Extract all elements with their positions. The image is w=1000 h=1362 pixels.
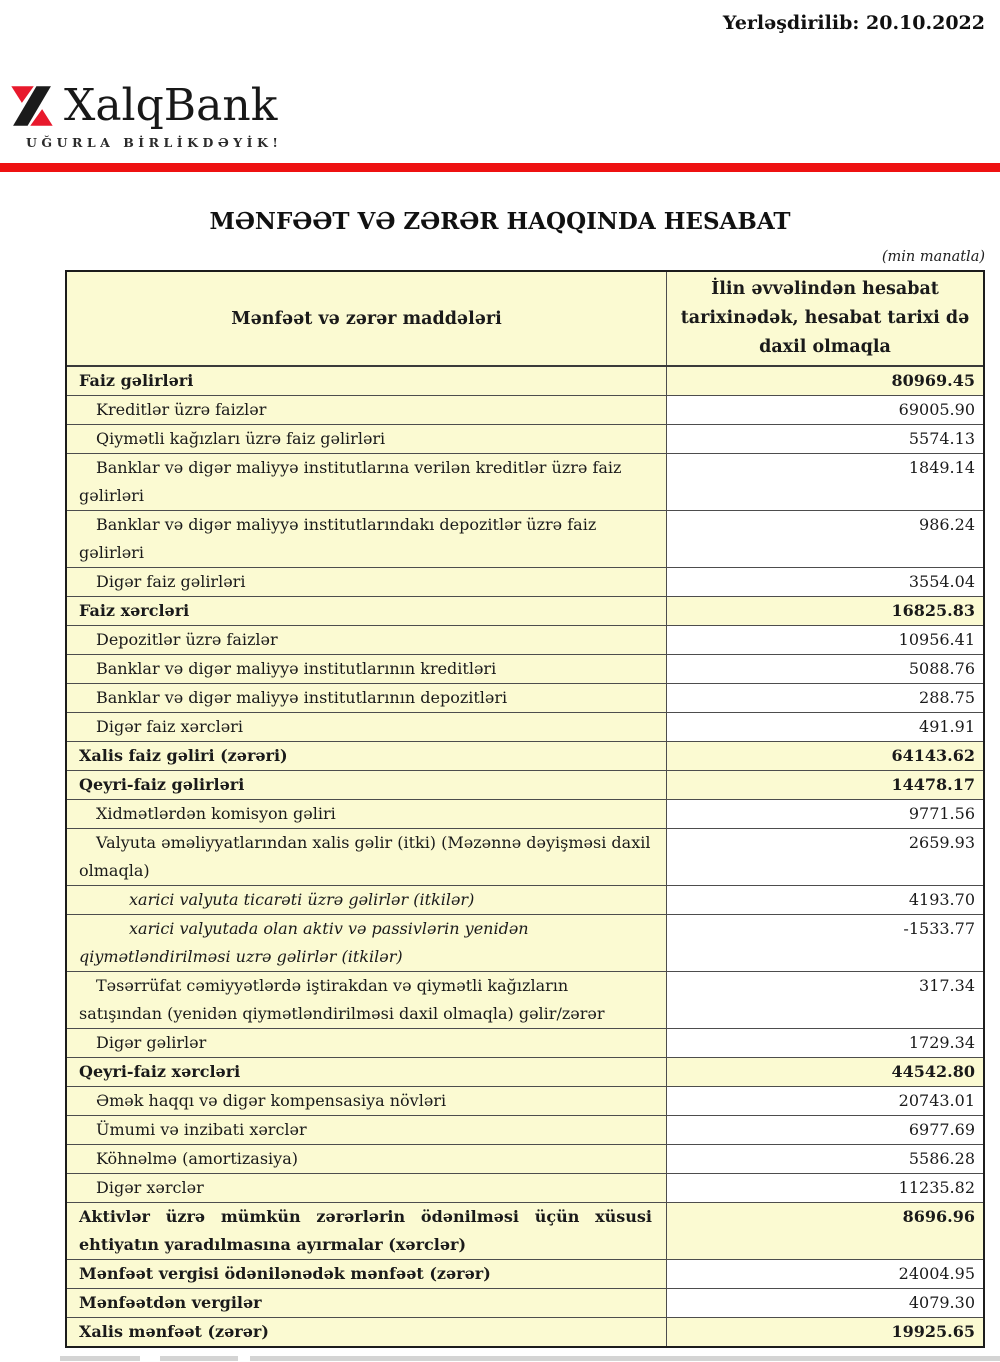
row-label: xarici valyuta ticarəti üzrə gəlirlər (itkilər) xyxy=(67,886,667,914)
table-row xyxy=(67,741,983,770)
row-label: Digər gəlirlər xyxy=(67,1029,667,1057)
row-value: 44542.80 xyxy=(667,1058,983,1086)
table-row xyxy=(67,770,983,799)
row-value: 24004.95 xyxy=(667,1260,983,1288)
bank-name: XalqBank xyxy=(64,80,278,131)
row-value: 11235.82 xyxy=(667,1174,983,1202)
table-row xyxy=(67,453,983,510)
report-table-body xyxy=(67,367,983,1346)
row-label: Aktivlər üzrə mümkün zərərlərin ödənilməsi üçün xüsusi ehtiyatın yaradılmasına ayırmalar (xərclər) xyxy=(67,1203,667,1259)
row-value: 80969.45 xyxy=(667,367,983,395)
row-label: Faiz xərcləri xyxy=(67,597,667,625)
table-row xyxy=(67,1115,983,1144)
row-label: Mənfəətdən vergilər xyxy=(67,1289,667,1317)
row-value: 2659.93 xyxy=(667,829,983,885)
unit-note: (min manatla) xyxy=(881,249,985,265)
xalqbank-logo-icon xyxy=(10,84,54,128)
bank-tagline: UĞURLA BİRLİKDƏYİK! xyxy=(26,135,283,150)
footer-fragment xyxy=(250,1356,1000,1361)
page-title: MƏNFƏƏT VƏ ZƏRƏR HAQQINDA HESABAT xyxy=(209,208,791,235)
bank-logo xyxy=(10,80,283,150)
table-row xyxy=(67,828,983,885)
row-value: 1849.14 xyxy=(667,454,983,510)
table-row xyxy=(67,395,983,424)
red-divider xyxy=(0,163,1000,172)
table-row xyxy=(67,625,983,654)
row-value: 4193.70 xyxy=(667,886,983,914)
row-value: 8696.96 xyxy=(667,1203,983,1259)
row-label: xarici valyutada olan aktiv və passivlərin yenidən qiymətləndirilməsi uzrə gəlirlər (itkilər) xyxy=(67,915,667,971)
row-label: Xalis faiz gəliri (zərəri) xyxy=(67,742,667,770)
table-row xyxy=(67,1086,983,1115)
row-label: Köhnəlmə (amortizasiya) xyxy=(67,1145,667,1173)
table-header-items: Mənfəət və zərər maddələri xyxy=(67,272,667,365)
table-row xyxy=(67,567,983,596)
row-label: Xidmətlərdən komisyon gəliri xyxy=(67,800,667,828)
row-value: 491.91 xyxy=(667,713,983,741)
table-row xyxy=(67,885,983,914)
row-value: 14478.17 xyxy=(667,771,983,799)
row-value: 10956.41 xyxy=(667,626,983,654)
table-row xyxy=(67,596,983,625)
table-row xyxy=(67,712,983,741)
table-row xyxy=(67,799,983,828)
row-value: 5574.13 xyxy=(667,425,983,453)
row-label: Qeyri-faiz xərcləri xyxy=(67,1058,667,1086)
row-value: 288.75 xyxy=(667,684,983,712)
table-row xyxy=(67,971,983,1028)
row-label: Digər faiz gəlirləri xyxy=(67,568,667,596)
table-header-row xyxy=(67,272,983,367)
footer-fragment xyxy=(60,1356,140,1361)
row-value: -1533.77 xyxy=(667,915,983,971)
posted-date: Yerləşdirilib: 20.10.2022 xyxy=(722,12,985,34)
row-label: Banklar və digər maliyyə institutlarına verilən kreditlər üzrə faiz gəlirləri xyxy=(67,454,667,510)
row-value: 19925.65 xyxy=(667,1318,983,1346)
table-row xyxy=(67,1028,983,1057)
row-label: Digər xərclər xyxy=(67,1174,667,1202)
row-value: 5088.76 xyxy=(667,655,983,683)
table-row xyxy=(67,1144,983,1173)
table-row xyxy=(67,683,983,712)
row-value: 69005.90 xyxy=(667,396,983,424)
profit-loss-table xyxy=(65,270,985,1348)
table-row xyxy=(67,914,983,971)
row-value: 16825.83 xyxy=(667,597,983,625)
table-row xyxy=(67,1259,983,1288)
row-label: Qeyri-faiz gəlirləri xyxy=(67,771,667,799)
row-value: 9771.56 xyxy=(667,800,983,828)
table-row xyxy=(67,424,983,453)
row-label: Mənfəət vergisi ödənilənədək mənfəət (zərər) xyxy=(67,1260,667,1288)
footer-fragment xyxy=(160,1356,238,1361)
row-value: 4079.30 xyxy=(667,1289,983,1317)
row-label: Banklar və digər maliyyə institutlarındakı depozitlər üzrə faiz gəlirləri xyxy=(67,511,667,567)
table-row xyxy=(67,1202,983,1259)
row-label: Valyuta əməliyyatlarından xalis gəlir (itki) (Məzənnə dəyişməsi daxil olmaqla) xyxy=(67,829,667,885)
row-value: 986.24 xyxy=(667,511,983,567)
row-label: Kreditlər üzrə faizlər xyxy=(67,396,667,424)
row-value: 20743.01 xyxy=(667,1087,983,1115)
row-label: Banklar və digər maliyyə institutlarının depozitləri xyxy=(67,684,667,712)
row-value: 3554.04 xyxy=(667,568,983,596)
row-label: Digər faiz xərcləri xyxy=(67,713,667,741)
row-value: 5586.28 xyxy=(667,1145,983,1173)
table-row xyxy=(67,1057,983,1086)
row-label: Ümumi və inzibati xərclər xyxy=(67,1116,667,1144)
row-value: 64143.62 xyxy=(667,742,983,770)
row-label: Qiymətli kağızları üzrə faiz gəlirləri xyxy=(67,425,667,453)
table-row xyxy=(67,654,983,683)
row-value: 1729.34 xyxy=(667,1029,983,1057)
row-label: Təsərrüfat cəmiyyətlərdə iştirakdan və qiymətli kağızların satışından (yenidən qiymətləndirilməsi daxil olmaqla) gəlir/zərər xyxy=(67,972,667,1028)
table-row xyxy=(67,367,983,395)
row-value: 317.34 xyxy=(667,972,983,1028)
row-label: Depozitlər üzrə faizlər xyxy=(67,626,667,654)
row-label: Əmək haqqı və digər kompensasiya növləri xyxy=(67,1087,667,1115)
table-row xyxy=(67,1173,983,1202)
row-label: Faiz gəlirləri xyxy=(67,367,667,395)
table-row xyxy=(67,1288,983,1317)
row-label: Xalis mənfəət (zərər) xyxy=(67,1318,667,1346)
table-row xyxy=(67,1317,983,1346)
row-label: Banklar və digər maliyyə institutlarının kreditləri xyxy=(67,655,667,683)
row-value: 6977.69 xyxy=(667,1116,983,1144)
table-header-period: İlin əvvəlindən hesabat tarixinədək, hesabat tarixi də daxil olmaqla xyxy=(667,272,983,365)
table-row xyxy=(67,510,983,567)
